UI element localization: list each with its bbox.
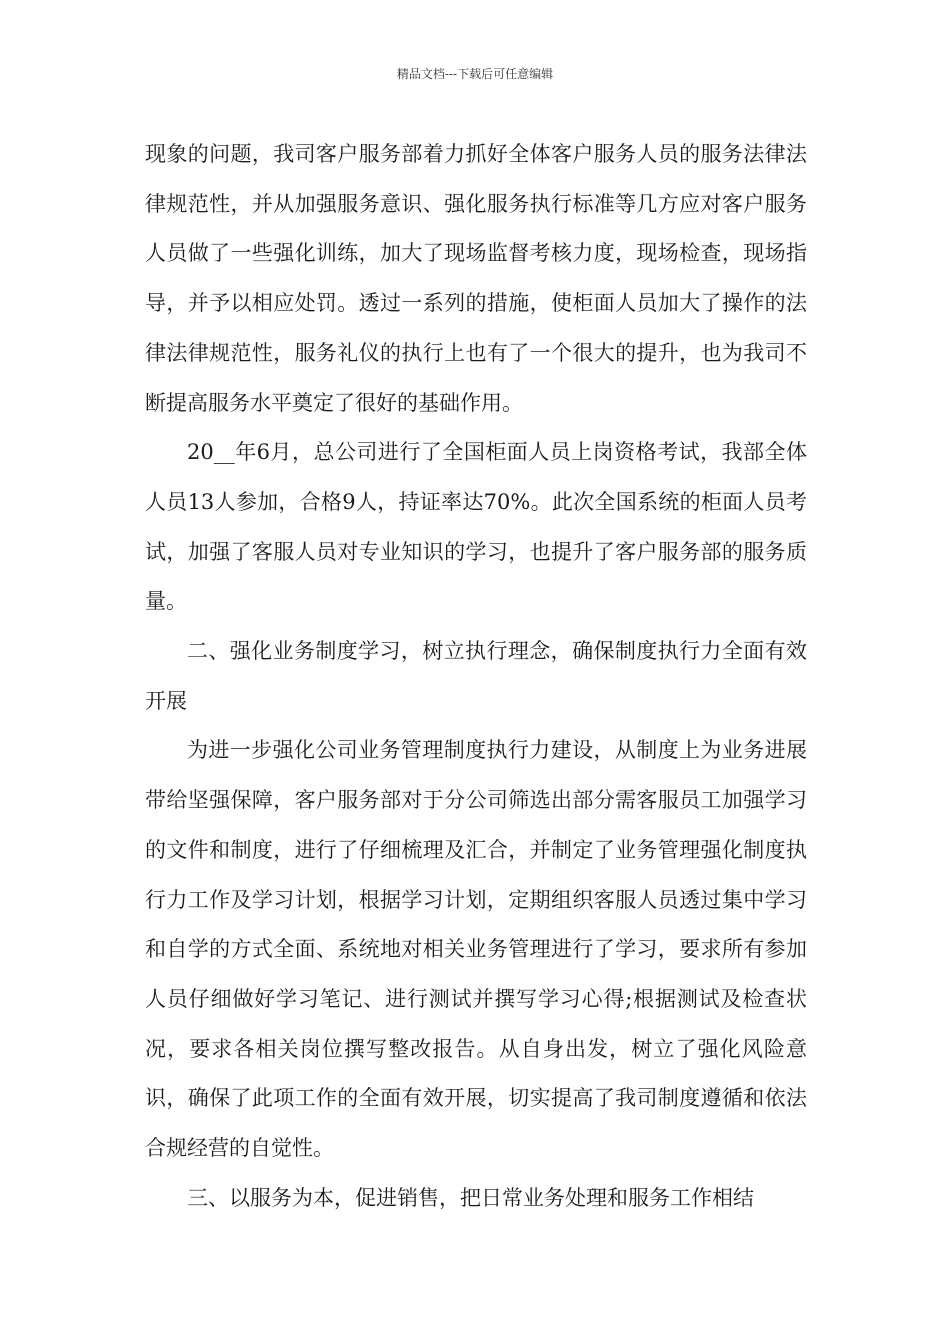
paragraph-continued: 现象的问题，我司客户服务部着力抓好全体客户服务人员的服务法律法律规范性，并从加强服务意识、强化服务执行标准等几方应对客户服务人员做了一些强化训练，加大了现场监督考核力度，现场检查，现场指导，并予以相应处罚。透过一系列的措施，使柜面人员加大了操作的法律法律规范性，服务礼仪的执行上也有了一个很大的提升，也为我司不断提高服务水平奠定了很好的基础作用。: [145, 142, 807, 415]
paragraph-exam: 20__年6月，总公司进行了全国柜面人员上岗资格考试，我部全体人员13人参加，合格9人，持证率达70%。此次全国系统的柜面人员考试，加强了客服人员对专业知识的学习，也提升了客户服务部的服务质量。: [145, 440, 807, 614]
page-header: 精品文档---下载后可任意编辑: [396, 67, 554, 81]
paragraph-system-learning: 为进一步强化公司业务管理制度执行力建设，从制度上为业务进展带给坚强保障，客户服务部对于分公司筛选出部分需客服员工加强学习的文件和制度，进行了仔细梳理及汇合，并制定了业务管理强化制度执行力工作及学习计划，根据学习计划，定期组织客服人员透过集中学习和自学的方式全面、系统地对相关业务管理进行了学习，要求所有参加人员仔细做好学习笔记、进行测试并撰写学习心得;根据测试及检查状况，要求各相关岗位撰写整改报告。从自身出发，树立了强化风险意识，确保了此项工作的全面有效开展，切实提高了我司制度遵循和依法合规经营的自觉性。: [145, 738, 807, 1161]
section-heading-three: 三、以服务为本，促进销售，把日常业务处理和服务工作相结: [187, 1185, 754, 1210]
section-heading-two: 二、强化业务制度学习，树立执行理念，确保制度执行力全面有效开展: [145, 639, 807, 713]
document-body: [145, 130, 807, 1223]
